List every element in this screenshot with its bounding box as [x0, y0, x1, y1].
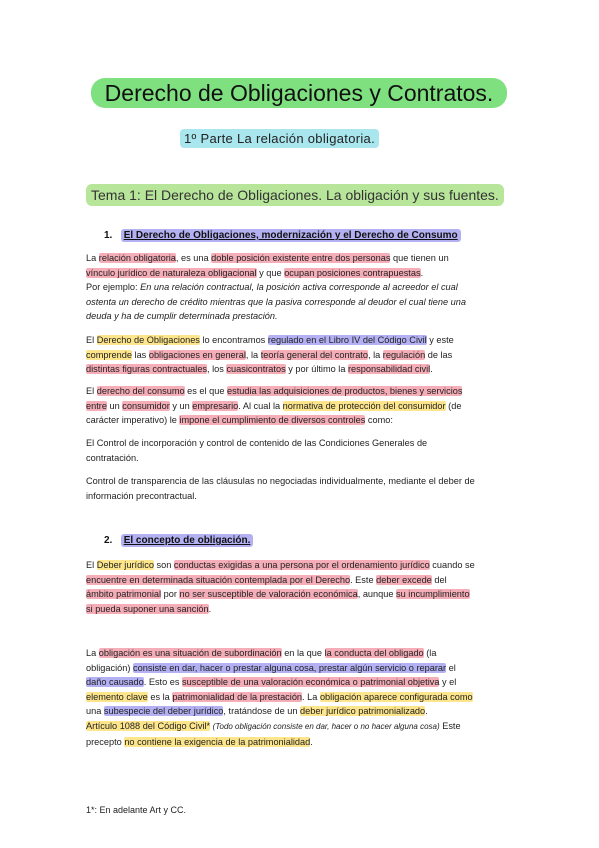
document-title: Derecho de Obligaciones y Contratos. [91, 78, 507, 108]
paragraph-deber-juridico [86, 558, 516, 616]
text-run: El [86, 386, 97, 396]
highlighted-text: patrimonialidad de la prestación [172, 691, 303, 702]
text-run: . Al cual la [238, 400, 283, 411]
text-run: carácter imperativo) le [86, 415, 180, 426]
highlighted-text: consumidor [122, 400, 170, 411]
paragraph-relacion-obligatoria [86, 251, 516, 324]
text-line [86, 661, 516, 676]
text-run: y un [169, 400, 193, 411]
text-run: precepto [86, 736, 125, 747]
paragraph-derecho-consumo [86, 384, 516, 428]
text-run: , tratándose de un [223, 706, 301, 717]
text-run: ostenta un derecho de crédito mientras que la pasiva corresponde al deudor el cual tiene una [86, 296, 466, 307]
section-title: El Derecho de Obligaciones, modernización y el Derecho de Consumo [121, 229, 461, 242]
text-run: . Esto es [143, 677, 183, 688]
highlighted-text: obligación aparece configurada como [319, 691, 473, 702]
text-run: . [430, 364, 433, 375]
paragraph-derecho-obligaciones [86, 333, 516, 377]
text-line [86, 266, 516, 281]
highlighted-text: consiste en dar, hacer o prestar alguna cosa, prestar algún servicio o reparar [133, 662, 447, 673]
highlighted-text: Deber jurídico [96, 560, 154, 570]
text-run: un [106, 400, 123, 411]
text-line [86, 362, 516, 377]
highlighted-text: regulado en el Libro IV del Código Civil [267, 335, 427, 345]
highlighted-text: no contiene la exigencia de la patrimonialidad [124, 736, 311, 747]
text-run: información precontractual. [86, 490, 197, 501]
highlighted-text: obligaciones en general [148, 349, 246, 360]
highlighted-text: comprende [86, 349, 132, 360]
text-run: obligación) [86, 662, 133, 673]
text-run: en la que [281, 648, 325, 658]
highlighted-text: conductas exigidas a una persona por el ordenamiento jurídico [173, 560, 430, 570]
highlighted-text: responsabilidad civil [347, 364, 431, 375]
highlighted-text: regulación [382, 349, 426, 360]
highlighted-text: doble posición existente entre dos personas [211, 253, 391, 263]
text-run: El [86, 335, 97, 345]
highlighted-text: impone el cumplimiento de diversos controles [179, 415, 366, 426]
text-run: es la [147, 691, 173, 702]
highlighted-text: ocupan posiciones contrapuestas [284, 267, 421, 278]
text-run: , la [367, 349, 383, 360]
text-line [86, 413, 516, 428]
text-run: deuda y ha de cumplir determinada prestación. [86, 311, 278, 322]
text-run: una [86, 706, 104, 717]
text-line [86, 675, 516, 690]
text-line [86, 587, 516, 602]
text-line [86, 573, 516, 588]
section-title: El concepto de obligación. [121, 534, 254, 547]
text-run: lo encontramos [199, 335, 268, 345]
text-run: Control de transparencia de las cláusulas no negociadas individualmente, mediante el deber de [86, 476, 475, 486]
text-line [86, 348, 516, 363]
text-line [86, 558, 516, 573]
text-run: En una relación contractual, la posición activa corresponde al acreedor el cual [140, 282, 458, 293]
text-run: , aunque [357, 589, 397, 600]
text-run: cuando se [429, 560, 475, 570]
footnote: 1*: En adelante Art y CC. [86, 805, 187, 815]
text-run: y que [256, 267, 285, 278]
text-run: La [86, 253, 99, 263]
highlighted-text: encuentre en determinada situación contemplada por el Derecho [86, 574, 351, 585]
text-line [86, 704, 516, 719]
text-line [86, 602, 516, 617]
text-run: . [310, 736, 313, 747]
text-run: . [425, 706, 428, 717]
highlighted-text: relación obligatoria [98, 253, 176, 263]
text-run: . [208, 603, 212, 614]
text-line [86, 646, 516, 661]
highlighted-text: obligación es una situación de subordinación [98, 648, 282, 658]
text-run: y el [439, 677, 457, 688]
text-line [86, 690, 516, 705]
highlighted-text: derecho del consumo [96, 386, 185, 396]
text-run: las [131, 349, 149, 360]
text-line [86, 735, 516, 750]
section-number: 1. [104, 230, 113, 241]
text-run: y este [426, 335, 454, 345]
text-run: y por último la [285, 364, 348, 375]
text-run: del [431, 574, 447, 585]
text-run: El [86, 560, 97, 570]
paragraph-obligacion [86, 646, 516, 749]
highlighted-text: empresario [192, 400, 239, 411]
highlighted-text: deber excede [376, 574, 432, 585]
text-run: (la [423, 648, 437, 658]
text-run: por [161, 589, 180, 600]
highlighted-text: vínculo jurídico de naturaleza obligacional [86, 267, 257, 278]
highlighted-text: si pueda suponer una sanción [86, 603, 209, 614]
text-run: . Este [350, 574, 377, 585]
text-run: Por ejemplo: [86, 282, 141, 293]
text-run: Este [439, 720, 461, 731]
text-run: . [420, 267, 424, 278]
highlighted-text: entre [86, 400, 107, 411]
text-run: . La [302, 691, 320, 702]
text-run: contratación. [86, 452, 139, 463]
text-line [86, 333, 516, 348]
highlighted-text: elemento clave [86, 691, 148, 702]
text-run: , la [245, 349, 261, 360]
highlighted-text: susceptible de una valoración económica o patrimonial objetiva [182, 677, 440, 688]
highlighted-text: distintas figuras contractuales [86, 364, 208, 375]
highlighted-text: subespecie del deber jurídico [103, 706, 224, 717]
highlighted-text: su incumplimiento [396, 589, 470, 600]
highlighted-text: Artículo 1088 del Código Civil* [86, 720, 211, 731]
text-run: el [446, 662, 456, 673]
text-line [86, 280, 516, 295]
text-line [86, 719, 516, 735]
topic-heading: Tema 1: El Derecho de Obligaciones. La obligación y sus fuentes. [86, 184, 504, 206]
highlighted-text: no ser susceptible de valoración económica [179, 589, 358, 600]
highlighted-text: ámbito patrimonial [86, 589, 162, 600]
text-run: (Todo obligación consiste en dar, hacer o no hacer alguna cosa) [212, 721, 440, 731]
highlighted-text: teoría general del contrato [260, 349, 368, 360]
highlighted-text: daño causado [86, 677, 144, 688]
highlighted-text: deber jurídico patrimonializado [300, 706, 426, 717]
text-run: La [86, 648, 99, 658]
text-line [86, 399, 516, 414]
text-run: es el que [184, 386, 227, 396]
text-run: (de [445, 400, 462, 411]
text-run: , es una [175, 253, 212, 263]
paragraph-control-transparencia [86, 474, 516, 503]
highlighted-text: normativa de protección del consumidor [282, 400, 446, 411]
text-run: como: [365, 415, 393, 426]
text-line [86, 384, 516, 399]
text-line [86, 251, 516, 266]
paragraph-control-incorporacion [86, 436, 516, 465]
highlighted-text: cuasicontratos [226, 364, 286, 375]
text-run: , los [207, 364, 227, 375]
text-run: de las [425, 349, 453, 360]
text-run: El Control de incorporación y control de contenido de las Condiciones Generales de [86, 438, 428, 448]
text-run: que tienen un [390, 253, 449, 263]
section-heading-1 [104, 230, 461, 241]
highlighted-text: estudia las adquisiciones de productos, bienes y servicios [227, 386, 463, 396]
part-subtitle: 1º Parte La relación obligatoria. [180, 129, 379, 148]
section-number: 2. [104, 535, 113, 546]
text-run: son [153, 560, 174, 570]
highlighted-text: Derecho de Obligaciones [96, 335, 200, 345]
highlighted-text: la conducta del obligado [324, 648, 424, 658]
section-heading-2 [104, 535, 253, 546]
